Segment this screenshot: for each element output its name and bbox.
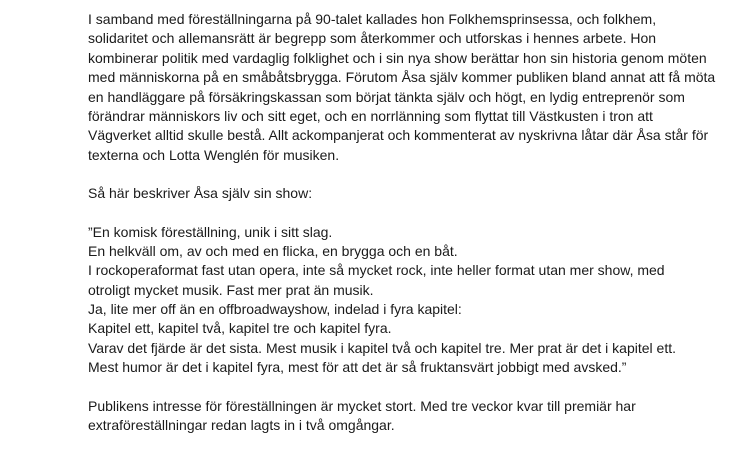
- text-line: texterna och Lotta Wenglén för musiken.: [88, 146, 340, 163]
- text-line: solidaritet och allemansrätt är begrepp som återkommer och utforskas i hennes arbete. Hon: [88, 30, 657, 47]
- paragraph-intro-quote: [88, 184, 738, 203]
- text-line: Så här beskriver Åsa själv sin show:: [88, 185, 313, 202]
- text-line: I samband med föreställningarna på 90-talet kallades hon Folkhemsprinsessa, och folkhem,: [88, 11, 657, 27]
- text-line: En helkväll om, av och med en flicka, en brygga och en båt.: [88, 242, 458, 259]
- text-line: Vägverket alltid skulle bestå. Allt ackompanjerat och kommenterat av nyskrivna låtar där Åsa står för: [88, 127, 709, 144]
- text-line: I rockoperaformat fast utan opera, inte så mycket rock, inte heller format utan mer show, med: [88, 262, 665, 279]
- text-line: extraföreställningar redan lagts in i två omgångar.: [88, 417, 395, 434]
- text-line: ”En komisk föreställning, unik i sitt slag.: [88, 223, 333, 240]
- paragraph-background: [88, 10, 738, 165]
- text-line: en handläggare på försäkringskassan som börjat tänkta själv och högt, en lydig entreprenör som: [88, 88, 685, 105]
- text-line: Kapitel ett, kapitel två, kapitel tre och kapitel fyra.: [88, 320, 392, 337]
- paragraph-quote: [88, 223, 738, 378]
- text-line: Mest humor är det i kapitel fyra, mest för att det är så fruktansvärt jobbigt med avsked.”: [88, 359, 627, 376]
- text-line: förändrar människors liv och sitt eget, och en norrlänning som flyttat till Västkusten i tron att: [88, 107, 653, 124]
- text-line: otroligt mycket musik. Fast mer prat än musik.: [88, 281, 374, 298]
- paragraph-audience-interest: [88, 397, 738, 436]
- text-line: med människorna på en småbåtsbrygga. Förutom Åsa själv kommer publiken bland annat att få möta: [88, 69, 716, 86]
- text-line: kombinerar politik med vardaglig folklighet och i sin nya show berättar hon sin historia genom möten: [88, 49, 707, 66]
- text-line: Ja, lite mer off än en offbroadwayshow, indelad i fyra kapitel:: [88, 301, 462, 318]
- text-line: Varav det fjärde är det sista. Mest musik i kapitel två och kapitel tre. Mer prat är det i kapitel ett.: [88, 339, 676, 356]
- text-line: Publikens intresse för föreställningen är mycket stort. Med tre veckor kvar till premiär har: [88, 397, 636, 414]
- document-body: [88, 10, 738, 454]
